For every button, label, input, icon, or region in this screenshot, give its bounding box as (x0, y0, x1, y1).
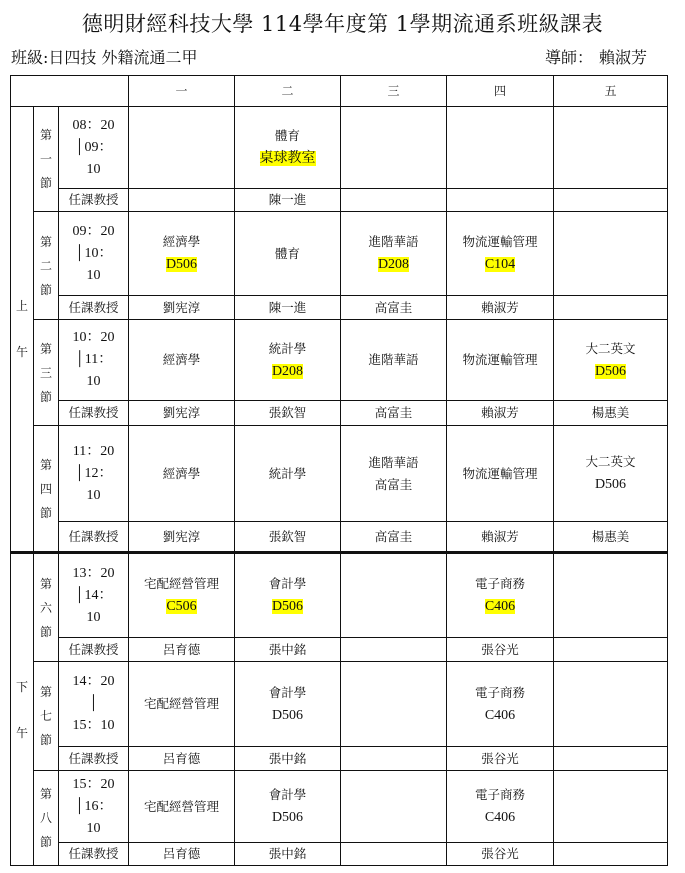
course-cell (129, 771, 235, 843)
course-name: 大二英文 (585, 454, 636, 469)
course-cell (129, 662, 235, 747)
course-name: 體育 (274, 245, 300, 261)
course-line (235, 704, 340, 727)
course-line (129, 349, 234, 371)
day-header: 三 (341, 76, 447, 107)
course-line (129, 595, 234, 618)
teacher-cell (341, 747, 447, 771)
course-cell (447, 107, 554, 189)
course-cell (341, 212, 447, 296)
course-name: 大二英文 (585, 340, 636, 356)
period-char: 八 (39, 811, 52, 825)
session-char: 上 (15, 299, 28, 313)
teacher-cell: 陳一進 (235, 189, 341, 212)
period-char: 第 (39, 457, 52, 472)
header-row (11, 76, 668, 107)
period-label (34, 320, 59, 426)
course-cell (341, 553, 447, 638)
period-char: 三 (39, 365, 52, 380)
course-cell (447, 426, 554, 522)
teacher-cell (447, 189, 554, 212)
teacher-row (11, 843, 668, 866)
course-line (235, 784, 340, 806)
time-line: 10 (86, 267, 101, 283)
period-row (11, 320, 668, 401)
course-line (447, 682, 553, 704)
course-name: 統計學 (268, 465, 307, 481)
course-line (341, 231, 446, 253)
day-header: 一 (129, 76, 235, 107)
class-label: 班級:日四技 外籍流通二甲 (11, 48, 198, 67)
period-char: 節 (39, 624, 52, 639)
period-char: 節 (39, 733, 52, 747)
teacher-cell: 高富圭 (341, 401, 447, 426)
classroom: C406 (484, 599, 516, 614)
time-line: │11： (74, 352, 113, 367)
teacher-cell: 張中銘 (235, 843, 341, 866)
teacher-row (11, 747, 668, 771)
time-line: 14：20 (72, 674, 115, 689)
course-cell (129, 107, 235, 189)
time-line: 11：20 (72, 443, 115, 459)
course-line (341, 253, 446, 276)
course-name: 體育 (274, 128, 300, 143)
time-line: │12： (74, 465, 113, 481)
course-line (235, 338, 340, 360)
teacher-cell: 張欽智 (235, 522, 341, 553)
period-char: 第 (39, 234, 52, 249)
course-line (447, 231, 553, 253)
course-cell (129, 426, 235, 522)
tutor-label: 導師： (544, 48, 593, 67)
course-line (129, 231, 234, 253)
course-line (554, 360, 667, 383)
period-row (11, 107, 668, 189)
period-row (11, 426, 668, 522)
time-line: 10 (86, 374, 101, 389)
teacher-row (11, 189, 668, 212)
course-name: 會計學 (268, 684, 307, 700)
teacher-row-label: 任課教授 (59, 401, 129, 426)
course-line (129, 253, 234, 276)
teacher-cell: 高富圭 (341, 522, 447, 553)
teacher-row (11, 296, 668, 320)
course-line (447, 806, 553, 829)
period-row (11, 553, 668, 638)
time-line: 10 (86, 487, 101, 503)
teacher-cell (554, 747, 668, 771)
period-row (11, 662, 668, 747)
course-name: 宅配經營管理 (143, 696, 219, 711)
period-char: 第 (39, 787, 52, 801)
course-cell (554, 426, 668, 522)
period-char: 節 (39, 282, 52, 297)
period-label (34, 426, 59, 553)
time-line: 13：20 (72, 565, 115, 581)
teacher-cell: 呂育德 (129, 747, 235, 771)
period-time (59, 662, 129, 747)
course-line (235, 806, 340, 829)
teacher-cell: 呂育德 (129, 843, 235, 866)
course-cell (235, 553, 341, 638)
classroom: D208 (377, 257, 410, 272)
timetable (10, 75, 668, 866)
teacher-row (11, 522, 668, 553)
period-label (34, 212, 59, 320)
course-name: 經濟學 (162, 234, 201, 249)
course-line (235, 243, 340, 265)
course-name: 會計學 (268, 787, 307, 802)
period-char: 二 (39, 258, 52, 273)
course-name: 物流運輸管理 (462, 352, 538, 367)
course-name: 進階華語 (368, 352, 419, 367)
day-header: 五 (554, 76, 668, 107)
teacher-cell (341, 843, 447, 866)
course-cell (235, 212, 341, 296)
day-header: 四 (447, 76, 554, 107)
course-cell (447, 320, 554, 401)
course-cell (235, 107, 341, 189)
time-line: 10 (86, 609, 101, 625)
teacher-cell: 劉宪淳 (129, 522, 235, 553)
teacher-cell (554, 296, 668, 320)
period-char: 第 (39, 576, 52, 591)
classroom: C406 (484, 707, 516, 723)
course-line (129, 796, 234, 818)
period-time (59, 107, 129, 189)
time-line: │16： (74, 798, 113, 814)
period-time (59, 771, 129, 843)
course-cell (341, 426, 447, 522)
course-name: 會計學 (268, 576, 307, 591)
course-name: 經濟學 (162, 352, 201, 367)
course-line (235, 360, 340, 383)
session-cell (11, 553, 34, 866)
course-cell (341, 771, 447, 843)
classroom: D506 (594, 363, 627, 379)
course-line (129, 573, 234, 595)
teacher-cell: 楊惠美 (554, 401, 668, 426)
course-cell (341, 320, 447, 401)
period-time (59, 426, 129, 522)
period-char: 第 (39, 341, 52, 356)
course-cell (554, 553, 668, 638)
course-line (447, 573, 553, 595)
period-char: 節 (39, 835, 52, 849)
course-name: 電子商務 (474, 684, 525, 700)
day-header: 二 (235, 76, 341, 107)
course-line (447, 349, 553, 371)
course-line (341, 452, 446, 474)
teacher-row-label: 任課教授 (59, 843, 129, 866)
teacher-cell: 賴淑芳 (447, 296, 554, 320)
course-name: 電子商務 (474, 576, 525, 591)
course-line (129, 693, 234, 715)
teacher-row-label: 任課教授 (59, 747, 129, 771)
course-line (447, 784, 553, 806)
course-line (235, 682, 340, 704)
period-char: 第 (39, 128, 52, 142)
course-line (554, 338, 667, 360)
course-cell (235, 426, 341, 522)
teacher-cell: 劉宪淳 (129, 296, 235, 320)
teacher-cell (554, 843, 668, 866)
course-cell (554, 107, 668, 189)
teacher-cell: 賴淑芳 (447, 522, 554, 553)
teacher-cell: 陳一進 (235, 296, 341, 320)
course-line (129, 463, 234, 485)
course-cell (554, 212, 668, 296)
teacher-cell: 劉宪淳 (129, 401, 235, 426)
time-line: 15：20 (72, 776, 115, 792)
time-line: 08：20 (72, 117, 115, 133)
teacher-row (11, 401, 668, 426)
period-char: 第 (39, 685, 52, 699)
classroom: D506 (271, 707, 304, 723)
course-line (235, 463, 340, 485)
time-line: 09：20 (72, 223, 115, 239)
teacher-cell: 張谷光 (447, 638, 554, 662)
course-cell (447, 771, 554, 843)
period-char: 一 (39, 152, 52, 166)
session-char: 下 (15, 679, 28, 694)
teacher-cell: 呂育德 (129, 638, 235, 662)
session-cell (11, 107, 34, 553)
course-line (447, 463, 553, 485)
course-cell (554, 320, 668, 401)
teacher-row-label: 任課教授 (59, 522, 129, 553)
course-cell (341, 107, 447, 189)
course-line (341, 474, 446, 496)
course-cell (554, 662, 668, 747)
teacher-cell (341, 189, 447, 212)
teacher-cell: 楊惠美 (554, 522, 668, 553)
classroom: D506 (271, 599, 304, 614)
period-char: 節 (39, 505, 52, 520)
classroom: D208 (271, 363, 304, 379)
corner-cell (11, 76, 129, 107)
time-line: │10： (74, 245, 113, 261)
page-title: 德明財經科技大學 114學年度第 1學期流通系班級課表 (81, 12, 604, 36)
teacher-row-label: 任課教授 (59, 296, 129, 320)
period-char: 節 (39, 389, 52, 404)
course-cell (554, 771, 668, 843)
course-name: 統計學 (268, 340, 307, 356)
classroom: 桌球教室 (259, 151, 316, 166)
course-name: 宅配經營管理 (143, 798, 219, 814)
course-line (447, 595, 553, 618)
course-name: 進階華語 (368, 234, 419, 249)
course-name: 物流運輸管理 (462, 465, 538, 481)
course-cell (447, 662, 554, 747)
period-time (59, 320, 129, 401)
course-line (554, 473, 667, 496)
period-char: 七 (39, 709, 52, 723)
period-row (11, 212, 668, 296)
classroom: C406 (484, 810, 516, 825)
course-cell (235, 320, 341, 401)
classroom: D506 (165, 257, 198, 272)
course-cell (129, 320, 235, 401)
teacher-row-label: 任課教授 (59, 189, 129, 212)
course-name: 電子商務 (474, 787, 525, 802)
teacher-cell (554, 638, 668, 662)
course-cell (447, 212, 554, 296)
course-cell (235, 771, 341, 843)
period-label (34, 553, 59, 662)
teacher-cell (554, 189, 668, 212)
teacher-cell: 高富圭 (341, 296, 447, 320)
course-name: 進階華語 (368, 454, 419, 470)
course-line (447, 704, 553, 727)
period-char: 節 (39, 176, 52, 190)
course-line (341, 349, 446, 371)
session-char: 午 (15, 345, 28, 359)
time-line: 10 (86, 161, 101, 177)
classroom: C104 (484, 257, 516, 272)
course-name: 物流運輸管理 (462, 234, 538, 249)
time-line: │ (88, 696, 99, 711)
classroom: D506 (271, 810, 304, 825)
course-line (235, 147, 340, 170)
tutor-name: 賴淑芳 (598, 48, 647, 67)
time-line: │09： (74, 139, 113, 155)
teacher-row (11, 638, 668, 662)
classroom: D506 (594, 477, 627, 492)
course-line (235, 573, 340, 595)
course-name: 經濟學 (162, 465, 201, 481)
teacher-cell: 賴淑芳 (447, 401, 554, 426)
course-line (235, 125, 340, 147)
period-label (34, 107, 59, 212)
time-line: │14： (74, 587, 113, 603)
period-time (59, 212, 129, 296)
session-char: 午 (15, 725, 28, 740)
teacher-row-label: 任課教授 (59, 638, 129, 662)
period-time (59, 553, 129, 638)
teacher-cell: 張谷光 (447, 843, 554, 866)
course-line (235, 595, 340, 618)
teacher-cell: 張中銘 (235, 747, 341, 771)
classroom: 高富圭 (374, 476, 413, 492)
course-cell (341, 662, 447, 747)
time-line: 10 (86, 820, 101, 836)
classroom: C506 (166, 599, 197, 614)
course-line (447, 253, 553, 276)
teacher-cell (341, 638, 447, 662)
course-line (554, 451, 667, 473)
teacher-cell (129, 189, 235, 212)
time-line: 10：20 (72, 330, 115, 345)
course-cell (235, 662, 341, 747)
time-line: 15：10 (72, 718, 115, 733)
teacher-cell: 張中銘 (235, 638, 341, 662)
course-name: 宅配經營管理 (143, 576, 219, 591)
period-label (34, 662, 59, 771)
period-char: 六 (39, 600, 52, 615)
course-cell (129, 553, 235, 638)
period-label (34, 771, 59, 866)
tutor-info (539, 45, 647, 68)
teacher-cell: 張谷光 (447, 747, 554, 771)
course-cell (129, 212, 235, 296)
period-char: 四 (39, 481, 52, 496)
period-row (11, 771, 668, 843)
course-cell (447, 553, 554, 638)
teacher-cell: 張欽智 (235, 401, 341, 426)
